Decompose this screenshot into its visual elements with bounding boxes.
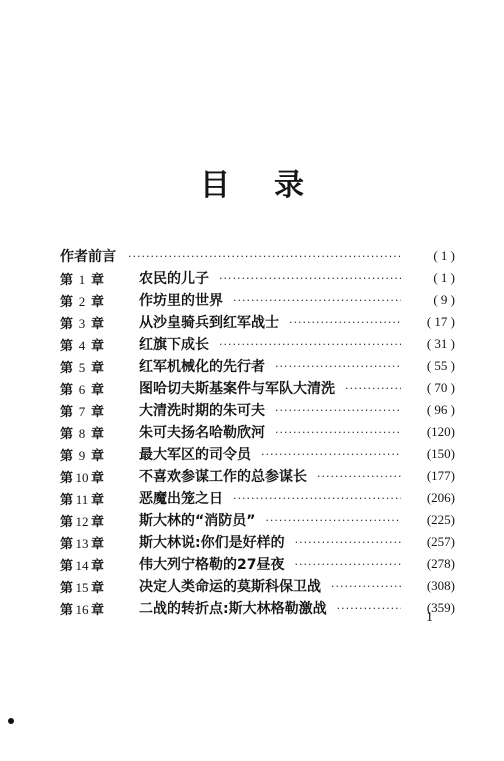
dot-leader xyxy=(295,536,401,549)
chapter-number: 第 2 章 xyxy=(60,293,105,310)
toc-row-chapter[interactable] xyxy=(60,597,455,619)
toc-row-chapter[interactable] xyxy=(60,443,455,465)
dot-leader xyxy=(233,294,401,307)
dot-leader xyxy=(261,448,401,461)
toc-page-number: (120) xyxy=(426,424,455,439)
toc-entry-title: 二战的转折点:斯大林格勒激战 xyxy=(139,601,327,617)
chapter-number: 第 15 章 xyxy=(60,579,105,596)
toc-row-chapter[interactable] xyxy=(60,465,455,487)
toc-page-number: (257) xyxy=(426,534,455,549)
toc-entry-title: 斯大林的“消防员” xyxy=(139,513,256,529)
dot-leader xyxy=(265,514,401,527)
toc-row-chapter[interactable] xyxy=(60,553,455,575)
dot-leader xyxy=(331,580,401,593)
toc-page-number: ( 1 ) xyxy=(433,248,455,263)
toc-page-number: ( 1 ) xyxy=(433,270,455,285)
toc-row-chapter[interactable] xyxy=(60,311,455,333)
dot-leader xyxy=(345,382,401,395)
toc-row-chapter[interactable] xyxy=(60,377,455,399)
toc-entry-title: 红旗下成长 xyxy=(139,337,209,353)
dot-leader xyxy=(317,470,401,483)
toc-entry-title: 红军机械化的先行者 xyxy=(139,359,265,375)
toc-entry-title: 从沙皇骑兵到红军战士 xyxy=(139,315,279,331)
toc-row-chapter[interactable] xyxy=(60,267,455,289)
title-char-2: 录 xyxy=(274,168,304,203)
toc-row-chapter[interactable] xyxy=(60,333,455,355)
chapter-number: 第 9 章 xyxy=(60,447,105,464)
toc-entry-title: 决定人类命运的莫斯科保卫战 xyxy=(139,579,321,595)
toc-row-chapter[interactable] xyxy=(60,531,455,553)
chapter-number: 第 14 章 xyxy=(60,557,105,574)
chapter-number: 第 6 章 xyxy=(60,381,105,398)
dot-leader xyxy=(128,250,401,263)
toc-entry-title: 不喜欢参谋工作的总参谋长 xyxy=(139,469,307,485)
toc-row-chapter[interactable] xyxy=(60,399,455,421)
toc-row-preface[interactable] xyxy=(60,245,455,267)
toc-page-number: ( 9 ) xyxy=(433,292,455,307)
toc-page-number: (150) xyxy=(426,446,455,461)
toc-entry-title: 恶魔出笼之日 xyxy=(139,491,223,507)
toc-page-number: (278) xyxy=(426,556,455,571)
chapter-number: 第 13 章 xyxy=(60,535,105,552)
toc-page-number: (206) xyxy=(426,490,455,505)
toc-entry-title: 斯大林说:你们是好样的 xyxy=(139,535,285,551)
toc-entry-title: 大清洗时期的朱可夫 xyxy=(139,403,265,419)
chapter-number: 第 8 章 xyxy=(60,425,105,442)
dot-leader xyxy=(219,338,401,351)
toc-row-chapter[interactable] xyxy=(60,421,455,443)
toc-entry-title: 作坊里的世界 xyxy=(139,293,223,309)
dot-leader xyxy=(275,404,401,417)
page-folio-number: 1 xyxy=(426,610,433,625)
toc-entry-title: 最大军区的司令员 xyxy=(139,447,251,463)
dot-leader xyxy=(337,602,401,615)
dot-leader xyxy=(219,272,401,285)
title-char-1: 目 xyxy=(200,168,230,203)
dot-leader xyxy=(275,360,401,373)
chapter-number: 第 7 章 xyxy=(60,403,105,420)
toc-page-number: ( 96 ) xyxy=(426,402,455,417)
toc-page-number: ( 70 ) xyxy=(426,380,455,395)
toc-entry-title: 作者前言 xyxy=(60,249,116,265)
scan-dot-mark xyxy=(8,718,14,724)
chapter-number: 第 16 章 xyxy=(60,601,105,618)
chapter-number: 第 11 章 xyxy=(60,491,105,508)
toc-row-chapter[interactable] xyxy=(60,355,455,377)
toc-entry-title: 朱可夫扬名哈勒欣河 xyxy=(139,425,265,441)
toc-page-number: (359) xyxy=(426,600,455,615)
table-of-contents xyxy=(60,245,455,619)
toc-row-chapter[interactable] xyxy=(60,289,455,311)
toc-page-number: (225) xyxy=(426,512,455,527)
toc-page-number: (177) xyxy=(426,468,455,483)
toc-row-chapter[interactable] xyxy=(60,487,455,509)
toc-entry-title: 伟大列宁格勒的27昼夜 xyxy=(139,557,285,573)
toc-page-number: ( 17 ) xyxy=(426,314,455,329)
chapter-number: 第 4 章 xyxy=(60,337,105,354)
chapter-number: 第 12 章 xyxy=(60,513,105,530)
toc-entry-title: 图哈切夫斯基案件与军队大清洗 xyxy=(139,381,335,397)
toc-page-number: (308) xyxy=(426,578,455,593)
dot-leader xyxy=(275,426,401,439)
toc-row-chapter[interactable] xyxy=(60,509,455,531)
dot-leader xyxy=(289,316,401,329)
dot-leader xyxy=(233,492,401,505)
toc-row-chapter[interactable] xyxy=(60,575,455,597)
chapter-number: 第 5 章 xyxy=(60,359,105,376)
chapter-number: 第 1 章 xyxy=(60,271,105,288)
chapter-number: 第 10 章 xyxy=(60,469,105,486)
toc-entry-title: 农民的儿子 xyxy=(139,271,209,287)
chapter-number: 第 3 章 xyxy=(60,315,105,332)
dot-leader xyxy=(294,558,401,571)
toc-page-number: ( 55 ) xyxy=(426,358,455,373)
page-title xyxy=(0,160,504,204)
toc-page-number: ( 31 ) xyxy=(426,336,455,351)
